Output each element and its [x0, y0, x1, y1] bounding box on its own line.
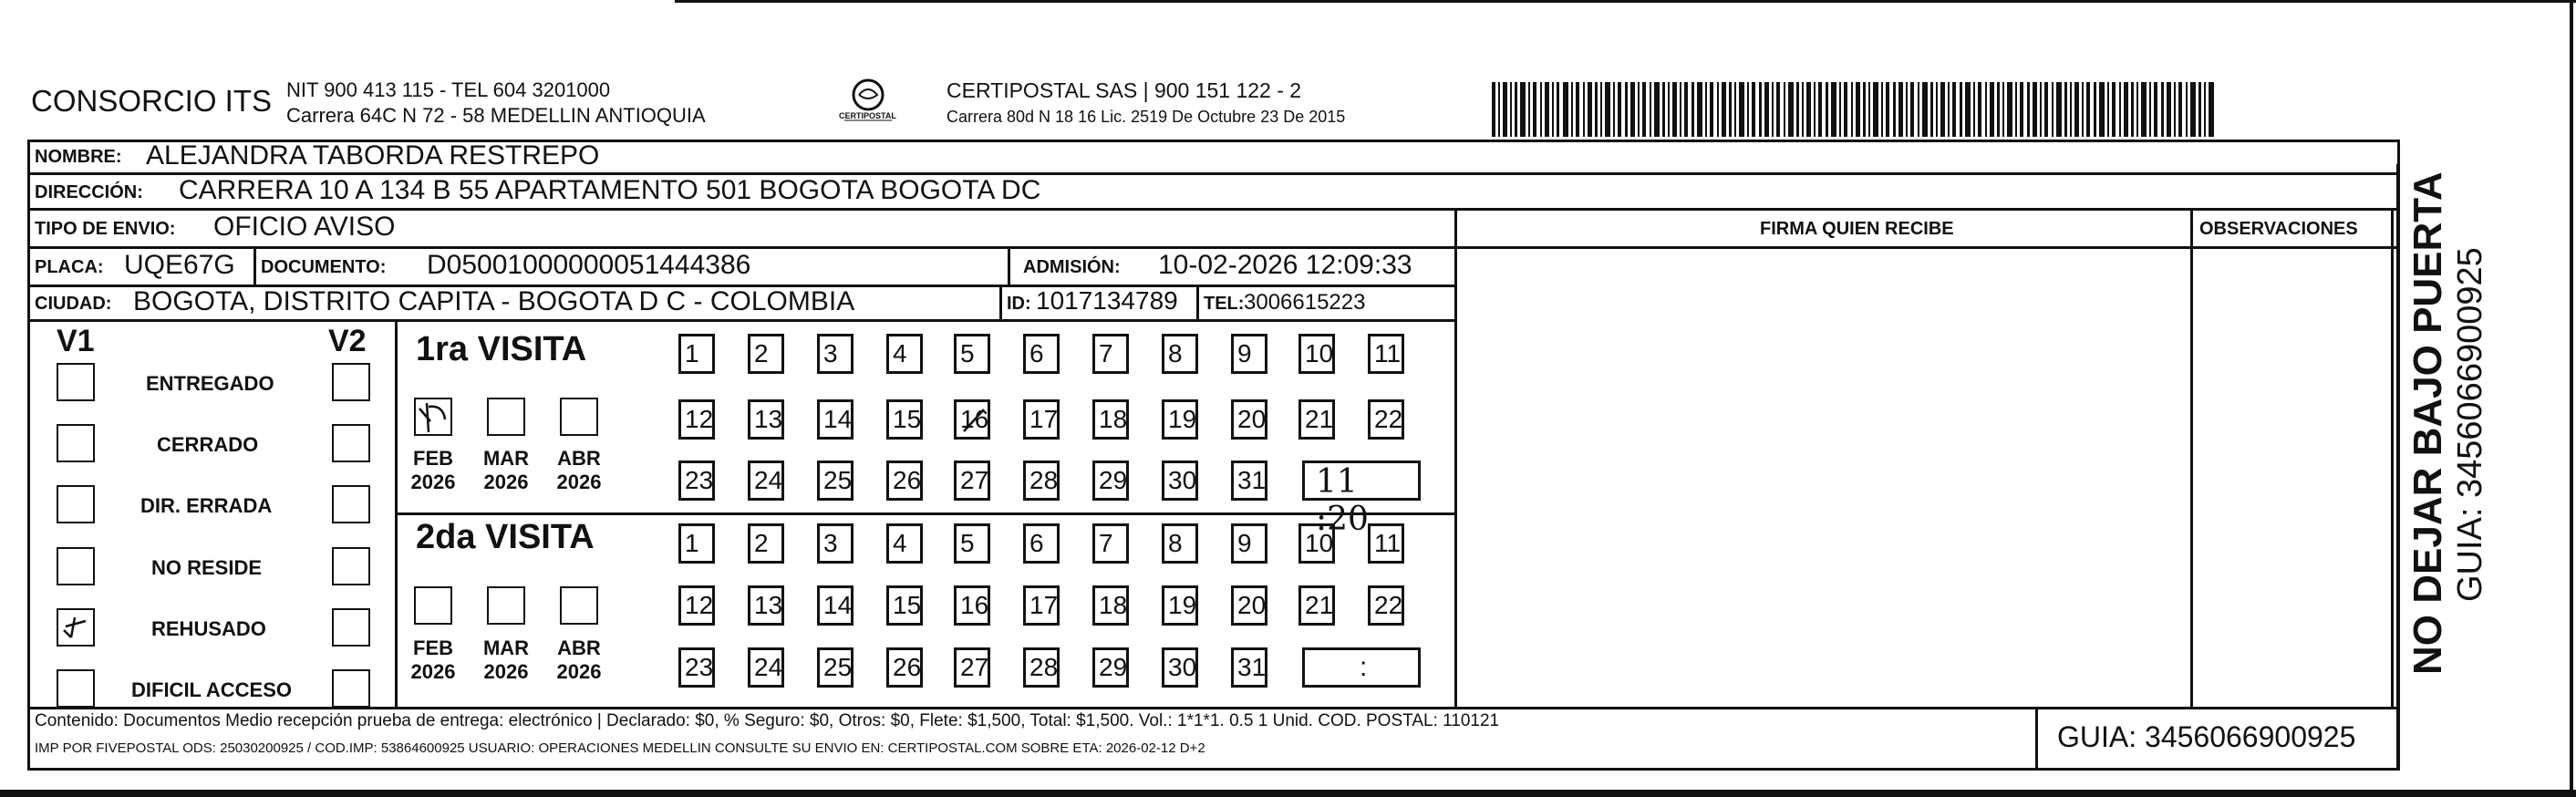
documento-label: DOCUMENTO:	[261, 257, 387, 277]
footer-line	[27, 707, 2398, 709]
first-visit-day-20[interactable]: 20	[1231, 399, 1267, 440]
second-visit-day-28[interactable]: 28	[1023, 647, 1060, 688]
first-visit-day-14[interactable]: 14	[817, 399, 853, 440]
second-visit-day-27[interactable]: 27	[954, 647, 990, 688]
second-visit-day-22[interactable]: 22	[1368, 585, 1404, 626]
signature-left-line	[1454, 208, 1457, 708]
footer-guia: GUIA: 3456066900925	[2057, 720, 2356, 753]
placa-divider	[253, 246, 256, 285]
placa-label: PLACA:	[35, 257, 104, 277]
company-address: Carrera 64C N 72 - 58 MEDELLIN ANTIOQUIA	[286, 104, 706, 127]
firma-label: FIRMA QUIEN RECIBE	[1760, 219, 1954, 239]
no-dejar-bajo-puerta: NO DEJAR BAJO PUERTA	[2405, 171, 2450, 675]
observaciones-left-line	[2190, 208, 2193, 708]
second-visit-day-9[interactable]: 9	[1231, 523, 1267, 564]
v1-checkbox-entregado[interactable]	[57, 363, 95, 401]
second-visit-day-20[interactable]: 20	[1231, 585, 1267, 626]
certipostal-logo	[841, 75, 895, 131]
first-visit-day-2[interactable]: 2	[748, 334, 784, 374]
company-nit: NIT 900 413 115 - TEL 604 3201000	[286, 78, 611, 101]
first-visit-day-15[interactable]: 15	[886, 399, 923, 440]
second-visit-day-25[interactable]: 25	[817, 647, 853, 688]
v2-checkbox-cerrado[interactable]	[332, 424, 370, 462]
first-visit-day-23[interactable]: 23	[678, 461, 715, 501]
first-visit-day-11[interactable]: 11	[1368, 334, 1404, 374]
status-label-cerrado: CERRADO	[157, 433, 259, 456]
second-visit-day-21[interactable]: 21	[1298, 585, 1335, 626]
first-visit-month-label-abr: ABR 2026	[556, 447, 602, 493]
first-visit-day-25[interactable]: 25	[817, 461, 853, 501]
v2-checkbox-dir-errada[interactable]	[332, 485, 370, 523]
first-visit-day-27[interactable]: 27	[954, 461, 990, 501]
first-visit-day-22[interactable]: 22	[1368, 399, 1404, 440]
footer-guia-divider	[2035, 707, 2038, 771]
bottom-edge-line	[0, 790, 2576, 797]
first-visit-day-10[interactable]: 10	[1298, 334, 1335, 374]
documento-value: D050010000000514443​86	[427, 250, 751, 280]
direccion-label: DIRECCIÓN:	[35, 182, 143, 202]
v2-checkbox-no-reside[interactable]	[332, 547, 370, 585]
second-visit-day-6[interactable]: 6	[1023, 523, 1060, 564]
visit-left-line	[395, 319, 398, 707]
first-visit-title: 1ra VISITA	[416, 330, 587, 368]
placa-value: UQE67G	[124, 250, 235, 280]
first-visit-day-19[interactable]: 19	[1162, 399, 1198, 440]
first-visit-day-13[interactable]: 13	[748, 399, 784, 440]
second-visit-day-16[interactable]: 16	[954, 585, 990, 626]
second-visit-day-8[interactable]: 8	[1162, 523, 1198, 564]
second-visit-day-14[interactable]: 14	[817, 585, 853, 626]
direccion-value: CARRERA 10 A 134 B 55 APARTAMENTO 501 BOGOTA BOGOTA DC	[179, 175, 1041, 205]
first-visit-time: 11 :20	[1316, 463, 1369, 538]
admision-value: 10-02-2026 12:09:33	[1158, 250, 1412, 280]
nombre-value: ALEJANDRA TABORDA RESTREPO	[146, 140, 600, 171]
tel-value: 3006615223	[1244, 290, 1366, 315]
first-visit-time-box[interactable]	[1302, 461, 1421, 538]
v1-checkbox-cerrado[interactable]	[57, 424, 95, 462]
second-visit-time-box[interactable]	[1302, 647, 1421, 688]
second-visit-day-19[interactable]: 19	[1162, 585, 1198, 626]
second-visit-day-2[interactable]: 2	[748, 523, 784, 564]
second-visit-month-label-mar: MAR 2026	[482, 637, 530, 683]
barcode	[1492, 82, 2218, 137]
first-visit-month-box-feb[interactable]	[414, 398, 452, 436]
row-line-5	[27, 319, 1454, 322]
v1-checkbox-dificil-acceso[interactable]	[57, 669, 95, 708]
first-visit-day-4[interactable]: 4	[886, 334, 923, 374]
second-visit-day-13[interactable]: 13	[748, 585, 784, 626]
status-label-rehusado: REHUSADO	[151, 617, 266, 640]
first-visit-day-5[interactable]: 5	[954, 334, 990, 374]
observaciones-label: OBSERVACIONES	[2199, 219, 2358, 239]
id-divider	[999, 285, 1002, 319]
admision-label: ADMISIÓN:	[1023, 257, 1121, 277]
carrier-address: Carrera 80d N 18 16 Lic. 2519 De Octubre 23 De 2015	[947, 108, 1346, 126]
second-visit-day-29[interactable]: 29	[1092, 647, 1129, 688]
first-visit-month-box-mar[interactable]	[487, 398, 525, 436]
second-visit-day-15[interactable]: 15	[886, 585, 923, 626]
status-label-no-reside: NO RESIDE	[151, 556, 263, 579]
first-visit-day-26[interactable]: 26	[886, 461, 923, 501]
carrier-name: CERTIPOSTAL SAS | 900 151 122 - 2	[947, 78, 1302, 102]
first-visit-day-30[interactable]: 30	[1162, 461, 1198, 501]
second-visit-day-11[interactable]: 11	[1368, 523, 1404, 564]
v2-checkbox-dificil-acceso[interactable]	[332, 669, 370, 708]
v1-checkbox-dir-errada[interactable]	[57, 485, 95, 523]
second-visit-day-1[interactable]: 1	[678, 523, 715, 564]
second-visit-time: :	[1360, 652, 1368, 682]
v1-checkbox-rehusado[interactable]	[57, 608, 95, 647]
first-visit-day-3[interactable]: 3	[817, 334, 853, 374]
admision-divider	[1008, 246, 1010, 285]
status-label-entregado: ENTREGADO	[146, 372, 274, 395]
first-visit-day-21[interactable]: 21	[1298, 399, 1335, 440]
id-value: 1017134789	[1036, 286, 1178, 315]
tipo-envio-value: OFICIO AVISO	[213, 212, 396, 242]
first-visit-day-18[interactable]: 18	[1092, 399, 1129, 440]
tel-divider	[1196, 285, 1199, 319]
side-guia: GUIA: 3456066900925	[2451, 247, 2489, 602]
second-visit-day-5[interactable]: 5	[954, 523, 990, 564]
second-visit-month-box-feb[interactable]	[414, 586, 452, 625]
second-visit-day-17[interactable]: 17	[1023, 585, 1060, 626]
first-visit-day-6[interactable]: 6	[1023, 334, 1060, 374]
second-visit-month-label-abr: ABR 2026	[556, 637, 602, 683]
id-label: ID:	[1007, 294, 1031, 314]
company-name: CONSORCIO ITS	[31, 84, 273, 118]
ciudad-label: CIUDAD:	[35, 294, 112, 314]
first-visit-day-7[interactable]: 7	[1092, 334, 1129, 374]
status-label-dificil-acceso: DIFICIL ACCESO	[131, 678, 293, 701]
second-visit-day-12[interactable]: 12	[678, 585, 715, 626]
second-visit-month-box-mar[interactable]	[487, 586, 525, 625]
nombre-label: NOMBRE:	[35, 147, 122, 167]
tipo-envio-label: TIPO DE ENVIO:	[35, 219, 176, 239]
top-edge-line	[675, 0, 2576, 3]
second-visit-day-4[interactable]: 4	[886, 523, 923, 564]
second-visit-day-7[interactable]: 7	[1092, 523, 1129, 564]
second-visit-month-label-feb: FEB 2026	[410, 637, 456, 683]
first-visit-day-29[interactable]: 29	[1092, 461, 1129, 501]
second-visit-day-18[interactable]: 18	[1092, 585, 1129, 626]
second-visit-day-24[interactable]: 24	[748, 647, 784, 688]
v2-checkbox-entregado[interactable]	[332, 363, 370, 401]
second-visit-day-30[interactable]: 30	[1162, 647, 1198, 688]
ciudad-value: BOGOTA, DISTRITO CAPITA - BOGOTA D C - COLOMBIA	[133, 286, 855, 316]
signature-header-line	[1454, 246, 2394, 249]
v1-checkbox-no-reside[interactable]	[57, 547, 95, 585]
second-visit-month-box-abr[interactable]	[560, 586, 598, 625]
second-visit-day-3[interactable]: 3	[817, 523, 853, 564]
first-visit-day-8[interactable]: 8	[1162, 334, 1198, 374]
first-visit-month-label-mar: MAR 2026	[482, 447, 530, 493]
first-visit-day-12[interactable]: 12	[678, 399, 715, 440]
v1-header: V1	[57, 324, 95, 358]
second-visit-day-10[interactable]: 10	[1298, 523, 1335, 564]
logo-text: CERTIPOSTAL	[839, 111, 896, 120]
v2-header: V2	[328, 324, 367, 358]
first-visit-day-9[interactable]: 9	[1231, 334, 1267, 374]
first-visit-day-31[interactable]: 31	[1231, 461, 1267, 501]
second-visit-day-26[interactable]: 26	[886, 647, 923, 688]
second-visit-day-23[interactable]: 23	[678, 647, 715, 688]
first-visit-day-1[interactable]: 1	[678, 334, 715, 374]
first-visit-day-24[interactable]: 24	[748, 461, 784, 501]
status-label-dir-errada: DIR. ERRADA	[140, 494, 273, 517]
right-edge-line	[2570, 0, 2573, 797]
tel-label: TEL:	[1204, 294, 1245, 314]
first-visit-day-16[interactable]: 16	[954, 399, 990, 440]
right-column-line	[2396, 164, 2399, 771]
footer-imp: IMP POR FIVEPOSTAL ODS: 25030200925 / COD.IMP: 53864600925 USUARIO: OPERACIONES MEDELLIN CONSULTE SU ENVIO EN: CERTIPOSTAL.COM SOBRE ETA: 2026-02-12 D+2	[35, 740, 1205, 756]
observaciones-right-line	[2391, 208, 2394, 708]
second-visit-title: 2da VISITA	[416, 518, 595, 556]
first-visit-month-label-feb: FEB 2026	[410, 447, 456, 493]
visit-divider-line	[395, 512, 1454, 515]
first-visit-day-17[interactable]: 17	[1023, 399, 1060, 440]
first-visit-day-28[interactable]: 28	[1023, 461, 1060, 501]
v2-checkbox-rehusado[interactable]	[332, 608, 370, 647]
footer-contenido: Contenido: Documentos Medio recepción prueba de entrega: electrónico | Declarado: $0, % Seguro: $0, Otros: $0, Flete: $1,500, Total: $1,500. Vol.: 1*1*1. 0.5 1 Unid. COD. POSTAL: 110121	[35, 711, 1500, 730]
row-line-2	[27, 208, 2398, 211]
first-visit-month-box-abr[interactable]	[560, 398, 598, 436]
second-visit-day-31[interactable]: 31	[1231, 647, 1267, 688]
